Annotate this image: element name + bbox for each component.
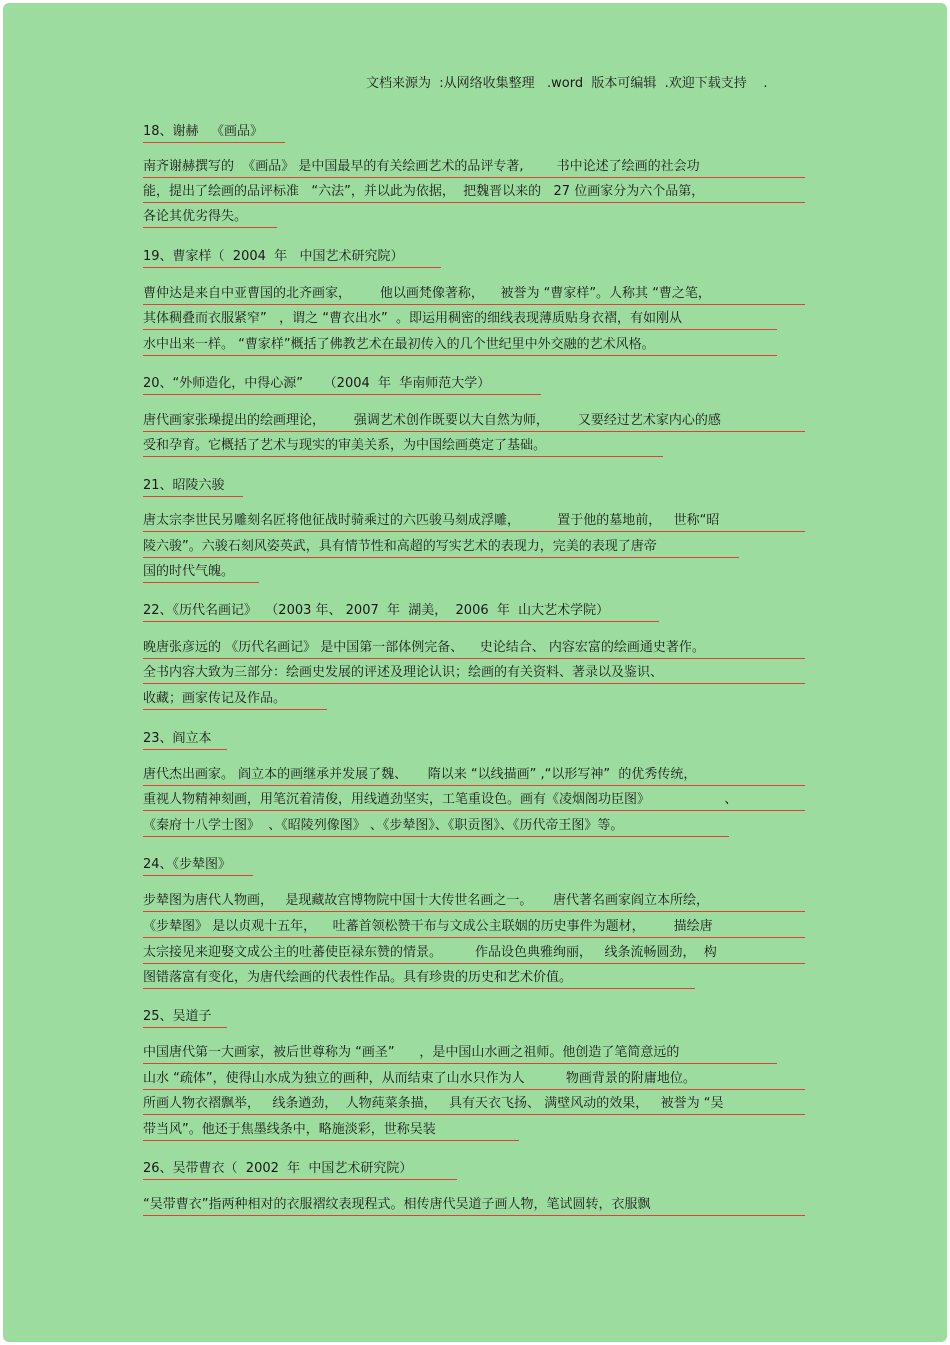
- entry-body-line: 南齐谢赫撰写的 《画品》 是中国最早的有关绘画艺术的品评专著, 书中论述了绘画的社会功: [143, 157, 805, 178]
- entry-title: 22、《历代名画记》 （2003 年、 2007 年 湖美， 2006 年 山大艺术学院）: [143, 601, 659, 622]
- entry-body-line: 各论其优劣得失。: [143, 207, 277, 228]
- entry-body-line: 所画人物衣褶飘举， 线条遒劲， 人物莼菜条描， 具有天衣飞扬、 满壁风动的效果， 被誉为 “吴: [143, 1094, 805, 1115]
- entry-title: 26、吴带曹衣（ 2002 年 中国艺术研究院）: [143, 1159, 457, 1180]
- entry-body-line: 晚唐张彦远的 《历代名画记》 是中国第一部体例完备、 史论结合、 内容宏富的绘画通史著作。: [143, 638, 805, 659]
- entry-body-line: 国的时代气魄。: [143, 562, 259, 583]
- entry-body-line: 全书内容大致为三部分：绘画史发展的评述及理论认识；绘画的有关资料、著录以及鉴识、: [143, 663, 805, 684]
- entry-body-line: 步辇图为唐代人物画， 是现藏故宫博物院中国十大传世名画之一。 唐代著名画家阎立本所绘，: [143, 891, 805, 912]
- entry-title: 18、谢赫 《画品》: [143, 122, 285, 143]
- entry-body-line: 能，提出了绘画的品评标准 “六法”，并以此为依据， 把魏晋以来的 27 位画家分为六个品第，: [143, 182, 805, 203]
- entry-body-line: 《步辇图》 是以贞观十五年， 吐蕃首领松赞干布与文成公主联姻的历史事件为题材， 描绘唐: [143, 917, 805, 938]
- entry-body-line: 《秦府十八学士图》 、《昭陵列像图》 、《步辇图》、《职贡图》、《历代帝王图》等。: [143, 816, 729, 837]
- entry-body-line: 陵六骏”。六骏石刻风姿英武，具有情节性和高超的写实艺术的表现力，完美的表现了唐帝: [143, 537, 739, 558]
- entry-body-line: 太宗接见来迎娶文成公主的吐蕃使臣禄东赞的情景。 作品设色典雅绚丽， 线条流畅圆劲， 构: [143, 943, 805, 964]
- entry-title: 23、阎立本: [143, 729, 227, 750]
- entry-body-line: 山水 “疏体”，使得山水成为独立的画种，从而结束了山水只作为人 物画背景的附庸地位。: [143, 1069, 805, 1090]
- entry-body-line: 水中出来一样。 “曹家样”概括了佛教艺术在最初传入的几个世纪里中外交融的艺术风格。: [143, 335, 777, 356]
- entry-title: 24、《步辇图》: [143, 855, 253, 876]
- entry-body-line: 唐太宗李世民另雕刻名匠将他征战时骑乘过的六匹骏马刻成浮雕， 置于他的墓地前， 世称“昭: [143, 511, 805, 532]
- entry-title: 25、吴道子: [143, 1007, 227, 1028]
- entry-body-line: “吴带曹衣”指两种相对的衣服褶纹表现程式。相传唐代吴道子画人物，笔试圆转，衣服飘: [143, 1195, 805, 1216]
- entry-body-line: 中国唐代第一大画家，被后世尊称为 “画圣” ，是中国山水画之祖师。他创造了笔简意远的: [143, 1043, 777, 1064]
- entry-title: 19、曹家样（ 2004 年 中国艺术研究院）: [143, 247, 441, 268]
- entry-body-line: 带当风”。他还于焦墨线条中，略施淡彩，世称吴装: [143, 1120, 519, 1141]
- entry-body-line: 其体稠叠而衣服紧窄” ，谓之 “曹衣出水” 。即运用稠密的细线表现薄质贴身衣褶，有如刚从: [143, 309, 777, 330]
- entry-body-line: 重视人物精神刻画，用笔沉着清俊，用线遒劲坚实，工笔重设色。画有《凌烟阁功臣图》 、: [143, 790, 805, 811]
- page-header-note: 文档来源为 :从网络收集整理 .word 版本可编辑 .欢迎下载支持 .: [366, 76, 768, 91]
- entry-body-line: 图错落富有变化，为唐代绘画的代表性作品。具有珍贵的历史和艺术价值。: [143, 968, 695, 989]
- entry-body-line: 唐代画家张璪提出的绘画理论， 强调艺术创作既要以大自然为师， 又要经过艺术家内心的感: [143, 411, 805, 432]
- entry-body-line: 收藏；画家传记及作品。: [143, 689, 327, 710]
- entry-title: 21、昭陵六骏: [143, 476, 243, 497]
- entry-body-line: 曹仲达是来自中亚曹国的北齐画家， 他以画梵像著称， 被誉为 “曹家样”。人称其 “曹之笔，: [143, 284, 805, 305]
- entry-body-line: 唐代杰出画家。 阎立本的画继承并发展了魏、 隋以来 “以线描画” ,“以形写神” 的优秀传统，: [143, 765, 805, 786]
- entry-title: 20、“外师造化，中得心源” （2004 年 华南师范大学）: [143, 374, 541, 395]
- entry-body-line: 受和孕育。它概括了艺术与现实的审美关系，为中国绘画奠定了基础。: [143, 436, 663, 457]
